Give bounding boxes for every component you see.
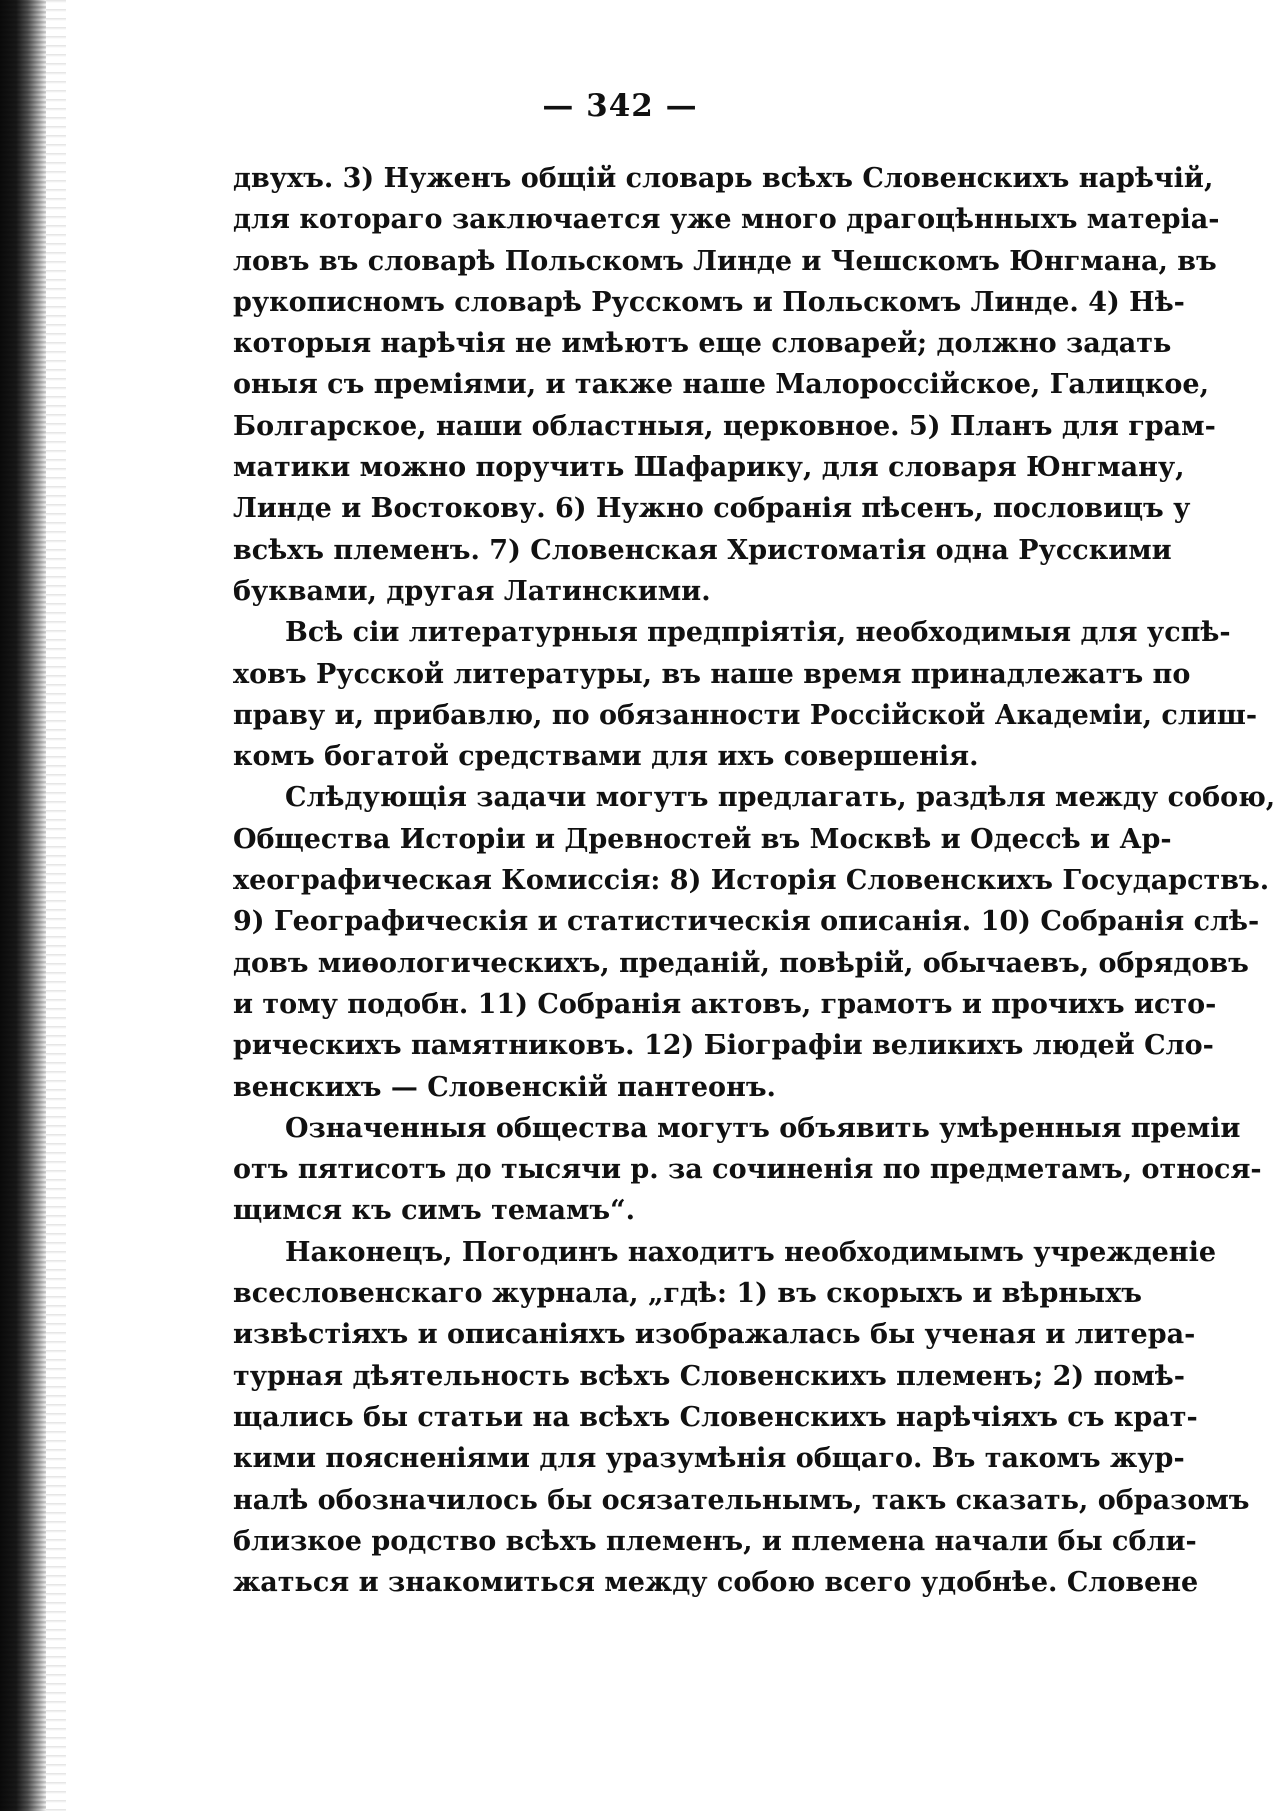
text-line: ловъ въ словарѣ Польскомъ Линде и Чешскомъ Юнгмана, въ [233,245,1217,277]
text-line: близкое родство всѣхъ племенъ, и племена начали бы сбли- [233,1525,1197,1557]
text-line: жаться и знакомиться между собою всего удобнѣе. Словене [233,1567,1199,1599]
text-line: налѣ обозначилось бы осязательнымъ, такъ сказать, образомъ [233,1484,1250,1516]
text-line: и тому подобн. 11) Собранія актовъ, грамотъ и прочихъ исто- [233,988,1217,1020]
text-line: отъ пятисотъ до тысячи р. за сочиненія по предметамъ, относя- [233,1154,1262,1186]
text-line: которыя нарѣчія не имѣютъ еще словарей; должно задать [233,328,1172,360]
text-line: ховъ Русской литературы, въ наше время принадлежатъ по [233,658,1191,690]
text-line: Общества Исторіи и Древностей въ Москвѣ и Одессѣ и Ар- [233,823,1172,855]
text-line: матики можно поручить Шафарику, для словаря Юнгману, [233,452,1185,484]
text-line: Линде и Востокову. 6) Нужно собранія пѣсенъ, пословицъ у [233,493,1191,525]
text-line: 9) Географическія и статистическія описанія. 10) Собранія слѣ- [233,906,1260,938]
text-line: извѣстіяхъ и описаніяхъ изображалась бы ученая и литера- [233,1319,1196,1351]
text-line: комъ богатой средствами для ихъ совершенія. [233,741,979,773]
scan-binding-edge [0,0,46,1811]
text-line: для котораго заключается уже много драгоцѣнныхъ матеріа- [233,204,1220,236]
text-line: турная дѣятельность всѣхъ Словенскихъ племенъ; 2) помѣ- [233,1360,1185,1392]
text-line: буквами, другая Латинскими. [233,575,711,607]
text-line: праву и, прибавлю, по обязанности Россійской Академіи, слиш- [233,699,1258,731]
text-line: рическихъ памятниковъ. 12) Біографіи великихъ людей Сло- [233,1030,1214,1062]
text-line: Всѣ сіи литературныя предпріятія, необходимыя для успѣ- [285,617,1231,649]
text-line: кими поясненіями для уразумѣнія общаго. Въ такомъ жур- [233,1443,1185,1475]
text-line: щались бы статьи на всѣхъ Словенскихъ нарѣчіяхъ съ крат- [233,1401,1198,1433]
text-line: Означенныя общества могутъ объявить умѣренныя преміи [285,1112,1241,1144]
text-line: хеографическая Комиссія: 8) Исторія Словенскихъ Государствъ. [233,865,1270,897]
text-line: рукописномъ словарѣ Русскомъ и Польскомъ Линде. 4) Нѣ- [233,286,1185,318]
body-text [233,158,1275,1603]
text-line: двухъ. 3) Нуженъ общій словарь всѣхъ Словенскихъ нарѣчій, [233,163,1214,194]
text-line: оныя съ преміями, и также наше Малороссійское, Галицкое, [233,369,1209,401]
text-line: Болгарское, наши областныя, церковное. 5) Планъ для грам- [233,410,1216,442]
text-line: довъ миѳологическихъ, преданій, повѣрій, обычаевъ, обрядовъ [233,947,1249,979]
text-line: всесловенскаго журнала, „гдѣ: 1) въ скорыхъ и вѣрныхъ [233,1278,1143,1310]
text-line: Наконецъ, Погодинъ находитъ необходимымъ учрежденіе [285,1236,1216,1268]
text-line: венскихъ — Словенскій пантеонъ. [233,1071,776,1103]
scan-noise [46,0,66,1811]
text-line: Слѣдующія задачи могутъ предлагать, раздѣля между собою, [285,782,1275,814]
text-line: щимся къ симъ темамъ“. [233,1195,636,1227]
page-number: — 342 — [542,88,698,124]
text-line: всѣхъ племенъ. 7) Словенская Христоматія одна Русскими [233,534,1172,566]
